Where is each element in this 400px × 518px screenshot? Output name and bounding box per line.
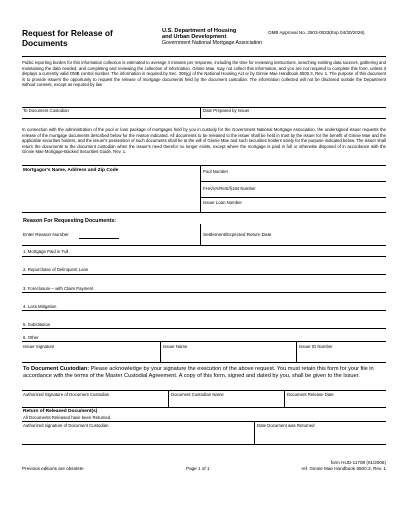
- pool-number-field[interactable]: [202, 174, 386, 180]
- release-date-label: Document Release Date: [287, 392, 334, 397]
- issuer-name-field[interactable]: [162, 349, 294, 362]
- divider: [200, 224, 201, 245]
- divider: [22, 407, 386, 408]
- enter-reason-text: Enter Reason Number: [23, 232, 69, 237]
- issuer-loan-field[interactable]: [202, 205, 386, 211]
- footer-obsolete-note: Previous editions are obsolete: [22, 466, 84, 471]
- burden-statement: Public reporting burden for this information collection is estimated to average 3 minutes per response, including the time for reviewing instructions, searching existing data sources, gathering and maintaining the data needed, and completing and reviewing the collection of information. Ginnie Mae, may not collect this information, and you are not required to complete this form, unless it displays a currently valid OMB control number. The information is required by Sec. 306(g) of the National Housing Act or by Ginnie Mae Handbook 5500.3, Rev. 1. The purpose of this document is to provide issuers the opportunity to request the release of mortgage documents held by the document custodian. The information collected will not be disclosed outside the Department without consent, except as required by law: [22, 60, 386, 88]
- agency-block: [162, 28, 262, 47]
- custodian-signature-label: Authorized Signature of Document Custodian: [23, 392, 110, 397]
- reason-option-2: 2. Repurchase of Delinquent Loan: [23, 267, 89, 272]
- divider: [296, 341, 297, 362]
- divider: [22, 341, 386, 342]
- divider: [22, 212, 386, 213]
- fha-number-label: FHA/VA/RHS/§184 Number: [203, 186, 256, 191]
- divider: [200, 165, 201, 212]
- date-returned-field[interactable]: [256, 428, 386, 444]
- divider: [22, 310, 386, 311]
- divider: [22, 256, 386, 257]
- pool-number-label: Pool Number: [203, 169, 229, 174]
- returned-signature-label: Authorized signature of Document Custodian: [23, 423, 109, 428]
- custodian-name-field[interactable]: [170, 397, 282, 407]
- mortgagor-label: Mortgagor's Name, Address and Zip Code: [23, 168, 119, 173]
- mortgagor-field[interactable]: [22, 175, 198, 212]
- reason-option-4: 4. Loss Mitigation: [23, 304, 57, 309]
- returned-heading: Return of Released Document(s): [23, 409, 98, 414]
- omb-approval: OMB Approval No. 2503-0033(Exp.04/30/2026): [268, 30, 365, 35]
- custodian-instructions: [23, 366, 385, 380]
- form-title-line2: Documents: [22, 37, 68, 48]
- to-custodian-label: To Document Custodian: [23, 108, 69, 113]
- issuer-signature-label: Issuer Signature: [23, 344, 55, 349]
- custodian-name-label: Document Custodian Name: [171, 392, 224, 397]
- connection-statement: In connection with the administration of the pool or loan package of mortgages held by you in custody for the Government National Mortgage Association, the undersigned issuer requests the release of the mortgage documents described below for the reason indicated. All documents to be released to the issuer shall be held in trust by the issuer for the benefit of Ginnie Mae and the applicable securities holders, and the issuer's possession of such documents shall be at the will of Ginnie Mae and such securities holders solely for the purpose indicated below. The issuer shall return the documents to the document custodian when the issuer's need therefor no longer exists, except where the mortgage is paid in full or otherwise disposed of in accordance with the Ginnie Mae Mortgage-Backed Securities Guide, Rev. 1.: [22, 127, 386, 155]
- settlement-date-label: Settlement/Expected Return Date: [203, 232, 272, 237]
- footer-form-number: form HUD-11708 (01/2006): [330, 460, 386, 465]
- footer-handbook-ref: ref. Ginnie Mae Handbook 5500.3, Rev. 1: [301, 465, 386, 471]
- reason-option-6: 6. Other: [23, 335, 39, 340]
- custodian-heading: To Document Custodian:: [23, 366, 90, 372]
- agency-line2: and Urban Development: [162, 34, 227, 41]
- footer-page-number: Page 1 of 1: [186, 466, 210, 471]
- form-title: [22, 29, 113, 48]
- issuer-id-label: Issuer ID Number: [299, 344, 333, 349]
- returned-signature-field[interactable]: [22, 428, 252, 444]
- release-date-field[interactable]: [286, 397, 386, 407]
- custodian-text: Please acknowledge by your signature the execution of the above request. You must retain this form for your file in accordance with the terms of the Master Custodial Agreement. A copy of this form, signed and dated by you, shall be given to the Issuer.: [23, 366, 374, 379]
- reason-option-1: 1. Mortgage Paid in Full: [23, 249, 69, 254]
- divider: [22, 362, 386, 363]
- divider: [200, 197, 386, 198]
- reason-number-underline: [79, 238, 119, 239]
- divider: [160, 341, 161, 362]
- custodian-signature-field[interactable]: [22, 397, 166, 407]
- reason-option-5: 5. Substitution: [23, 322, 51, 327]
- form-title-line1: Request for Release of: [22, 28, 113, 38]
- divider: [22, 165, 386, 166]
- divider: [22, 421, 386, 422]
- date-prepared-label: Date Prepared by Issuer: [203, 108, 250, 113]
- divider: [22, 390, 386, 391]
- divider: [200, 107, 201, 118]
- fha-number-field[interactable]: [202, 191, 386, 196]
- footer-form-reference: [252, 460, 386, 471]
- settlement-date-field[interactable]: [268, 231, 386, 238]
- reason-heading: Reason For Requesting Documents:: [23, 218, 117, 224]
- divider: [22, 292, 386, 293]
- divider: [284, 390, 285, 407]
- divider: [22, 444, 386, 445]
- divider: [22, 118, 386, 119]
- issuer-id-field[interactable]: [298, 349, 386, 362]
- divider: [22, 245, 386, 246]
- returned-subtext: All Documents Released have been Returned.: [23, 415, 112, 420]
- agency-line1: U.S. Department of Housing: [162, 28, 237, 34]
- issuer-signature-field[interactable]: [22, 349, 158, 362]
- divider: [22, 328, 386, 329]
- issuer-loan-label: Issuer Loan Number: [203, 200, 242, 205]
- divider: [254, 421, 255, 444]
- divider: [22, 274, 386, 275]
- reason-number-field[interactable]: [79, 231, 119, 238]
- date-returned-label: Date Document was Returned: [257, 423, 315, 428]
- header-rule: [22, 56, 386, 57]
- divider: [168, 390, 169, 407]
- reason-option-3: 3. Foreclosure – with Claim Payment: [23, 286, 94, 291]
- divider: [200, 181, 386, 182]
- enter-reason-label: [23, 232, 69, 238]
- agency-line3: Government National Mortgage Association: [162, 39, 263, 46]
- issuer-name-label: Issuer Name: [163, 344, 188, 349]
